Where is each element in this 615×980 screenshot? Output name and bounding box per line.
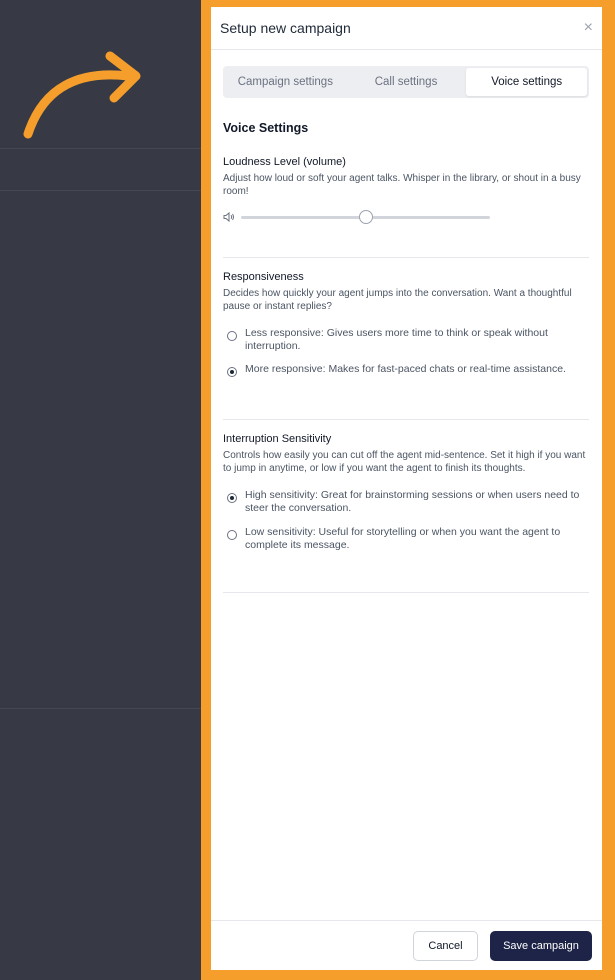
radio-low-sensitivity[interactable] (227, 530, 237, 540)
section-divider (223, 592, 589, 593)
interruption-description: Controls how easily you can cut off the agent mid-sentence. Set it high if you want to jump in anytime, or low if you want the agent to finish its thoughts. (223, 450, 586, 475)
option-label: Less responsive: Gives users more time to think or speak without interruption. (245, 327, 548, 353)
backdrop-divider (0, 708, 201, 709)
backdrop-divider (0, 148, 201, 149)
radio-less-responsive[interactable] (227, 331, 237, 341)
option-label: High sensitivity: Great for brainstorming sessions or when users need to steer the conversation. (245, 489, 580, 515)
volume-slider-row (223, 210, 589, 224)
loudness-title: Loudness Level (volume) (223, 156, 346, 168)
curved-arrow-icon (18, 48, 148, 140)
volume-slider[interactable] (241, 216, 490, 219)
option-label: More responsive: Makes for fast-paced chats or real-time assistance. (245, 363, 566, 376)
radio-more-responsive[interactable] (227, 367, 237, 377)
speaker-icon (223, 211, 235, 223)
option-more-responsive[interactable] (223, 363, 589, 377)
tab-voice-settings[interactable]: Voice settings (466, 68, 587, 96)
radio-high-sensitivity[interactable] (227, 493, 237, 503)
section-heading: Voice Settings (223, 121, 309, 135)
volume-slider-handle[interactable] (359, 210, 373, 224)
dialog-title: Setup new campaign (220, 20, 351, 36)
option-label: Low sensitivity: Useful for storytelling or when you want the agent to complete its message. (245, 525, 561, 551)
section-divider (223, 257, 589, 258)
close-icon[interactable]: × (583, 19, 593, 36)
responsiveness-title: Responsiveness (223, 271, 304, 283)
tab-call-settings[interactable]: Call settings (374, 76, 438, 88)
option-less-responsive[interactable] (223, 327, 589, 353)
backdrop-divider (0, 190, 201, 191)
dialog-header (211, 7, 602, 50)
loudness-description: Adjust how loud or soft your agent talks. Whisper in the library, or shout in a busy room! (223, 173, 581, 197)
option-high-sensitivity[interactable] (223, 489, 589, 515)
responsiveness-description: Decides how quickly your agent jumps into the conversation. Want a thoughtful pause or instant replies? (223, 288, 572, 312)
settings-tabs (223, 66, 589, 98)
responsiveness-group (223, 271, 589, 377)
section-divider (223, 419, 589, 420)
dialog-footer (211, 920, 602, 970)
voice-settings-content (223, 121, 589, 593)
option-low-sensitivity[interactable] (223, 526, 589, 552)
interruption-title: Interruption Sensitivity (223, 433, 332, 446)
interruption-group (223, 433, 589, 552)
loudness-group (223, 156, 589, 224)
cancel-button[interactable]: Cancel (413, 931, 478, 961)
tab-campaign-settings[interactable]: Campaign settings (237, 76, 333, 88)
save-campaign-button[interactable]: Save campaign (490, 931, 592, 961)
campaign-setup-panel (201, 0, 615, 980)
